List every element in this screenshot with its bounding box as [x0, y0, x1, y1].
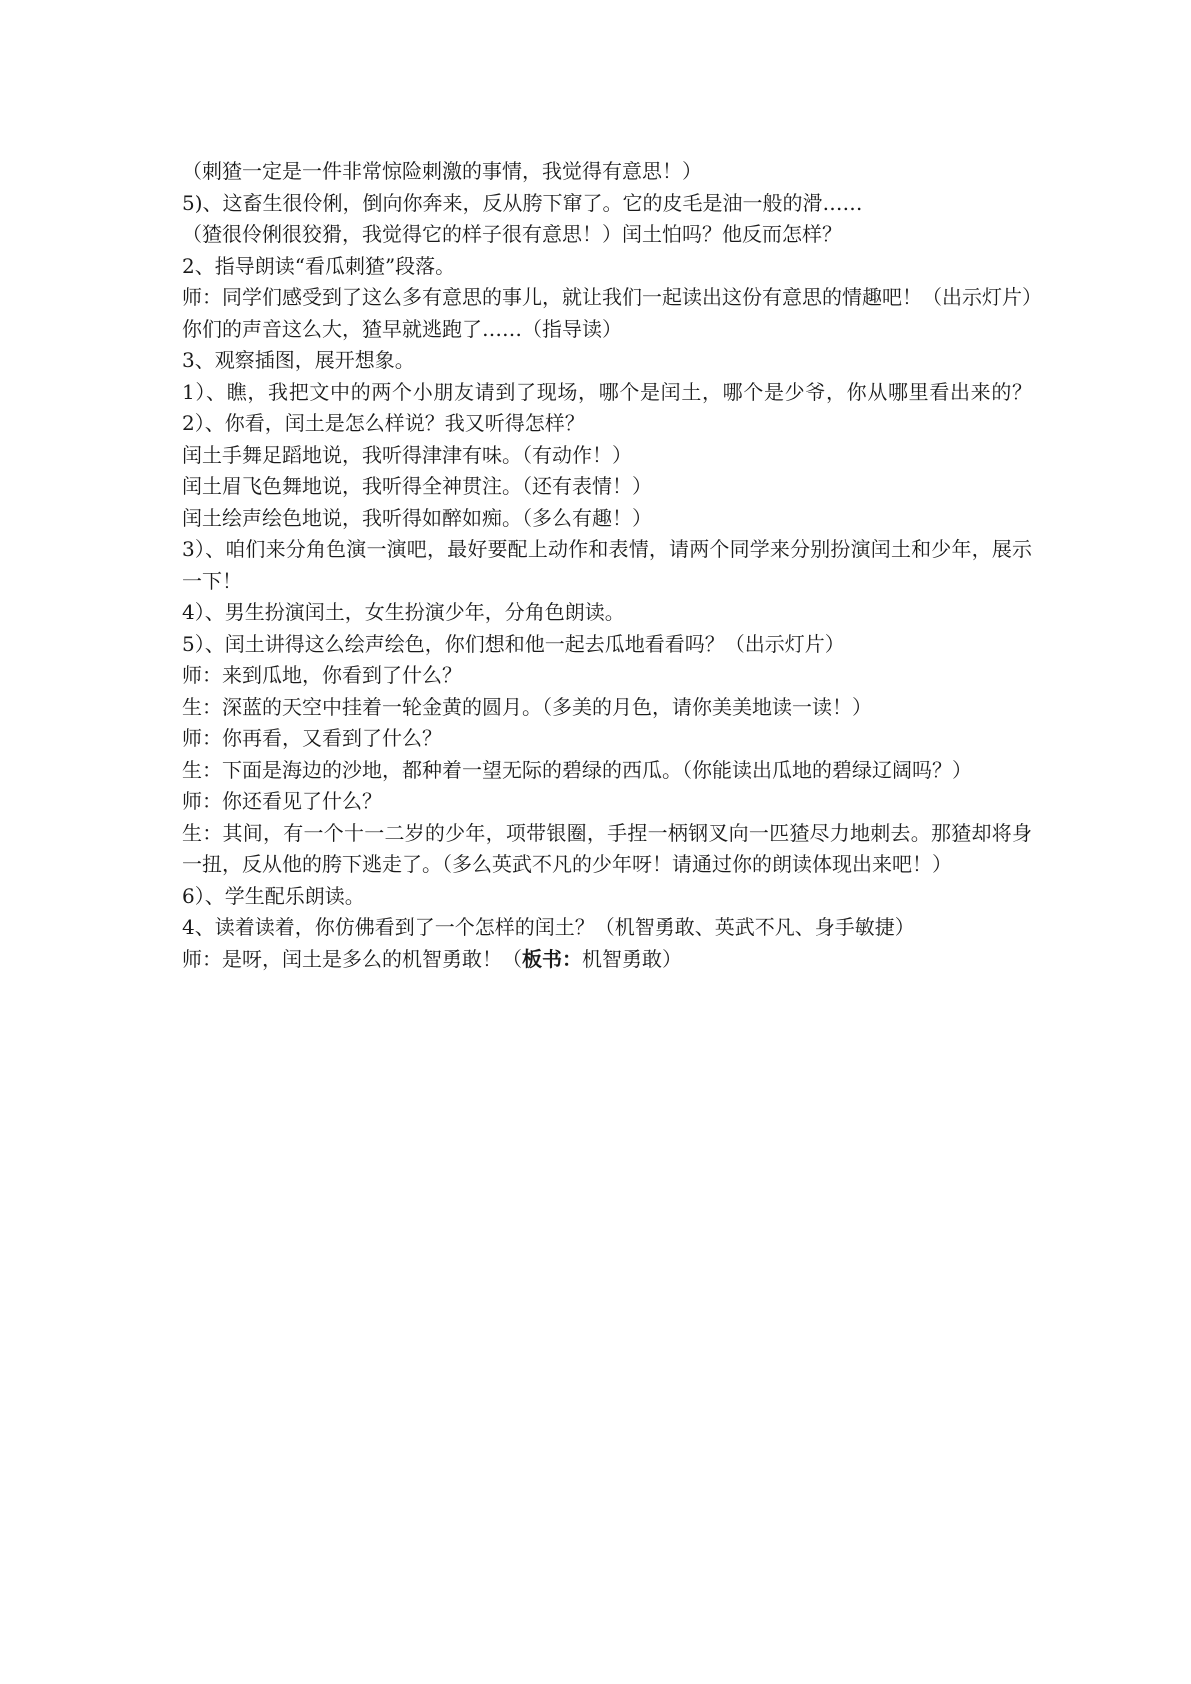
section-heading: 3、观察插图，展开想象。 — [182, 348, 415, 372]
blackboard-label: 板书： — [522, 946, 582, 971]
section-heading: 4、读着读着，你仿佛看到了一个怎样的闰土？（机智勇敢、英武不凡、身手敏捷） — [182, 915, 915, 939]
text-line: 闰土眉飞色舞地说，我听得全神贯注。（还有表情！） — [182, 474, 652, 498]
text-line: 5)、这畜生很伶俐，倒向你奔来，反从胯下窜了。它的皮毛是油一般的滑…… — [182, 190, 863, 215]
text-line: 闰土绘声绘色地说，我听得如醉如痴。（多么有趣！） — [182, 505, 652, 530]
text-line: 师：来到瓜地，你看到了什么？ — [182, 663, 462, 687]
text-line: （猹很伶俐很狡猾，我觉得它的样子很有意思！）闰土怕吗？他反而怎样？ — [182, 222, 842, 246]
text-line: 4）、男生扮演闰土，女生扮演少年，分角色朗读。 — [182, 600, 625, 624]
text-line: 师：你还看见了什么？ — [182, 789, 382, 813]
text-line: 生：深蓝的天空中挂着一轮金黄的圆月。（多美的月色，请你美美地读一读！） — [182, 694, 872, 719]
text-line: 师：你再看，又看到了什么？ — [182, 726, 442, 750]
text-line: 生：其间，有一个十一二岁的少年，项带银圈，手捏一柄钢叉向一匹猹尽力地刺去。那猹却将身一扭，反从他的胯下逃走了。（多么英武不凡的少年呀！请通过你的朗读体现出来吧！） — [182, 820, 1032, 876]
text-line: 6）、学生配乐朗读。 — [182, 883, 365, 908]
text-line: 闰土手舞足蹈地说，我听得津津有味。（有动作！） — [182, 442, 632, 467]
text-line: 5）、闰土讲得这么绘声绘色，你们想和他一起去瓜地看看吗？（出示灯片） — [182, 631, 845, 656]
text-line: 生：下面是海边的沙地，都种着一望无际的碧绿的西瓜。（你能读出瓜地的碧绿辽阔吗？） — [182, 757, 972, 782]
text-line: 3）、咱们来分角色演一演吧，最好要配上动作和表情，请两个同学来分别扮演闰土和少年，展示一下！ — [182, 537, 1032, 593]
text-line-blackboard — [182, 944, 1032, 976]
text-line: 1）、瞧，我把文中的两个小朋友请到了现场，哪个是闰土，哪个是少爷，你从哪里看出来的？2）、你看，闰土是怎么样说？我又听得怎样？ — [182, 379, 1032, 435]
text-segment: 师：是呀，闰土是多么的机智勇敢！（ — [182, 946, 522, 971]
document-body — [182, 156, 1032, 975]
text-line: （刺猹一定是一件非常惊险刺激的事情，我觉得有意思！） — [182, 159, 702, 183]
section-heading: 2、指导朗读“看瓜刺猹”段落。 — [182, 253, 456, 278]
text-segment: 机智勇敢） — [582, 946, 682, 971]
text-line: 师：同学们感受到了这么多有意思的事儿，就让我们一起读出这份有意思的情趣吧！（出示灯片）你们的声音这么大，猹早就逃跑了……（指导读） — [182, 285, 1032, 341]
